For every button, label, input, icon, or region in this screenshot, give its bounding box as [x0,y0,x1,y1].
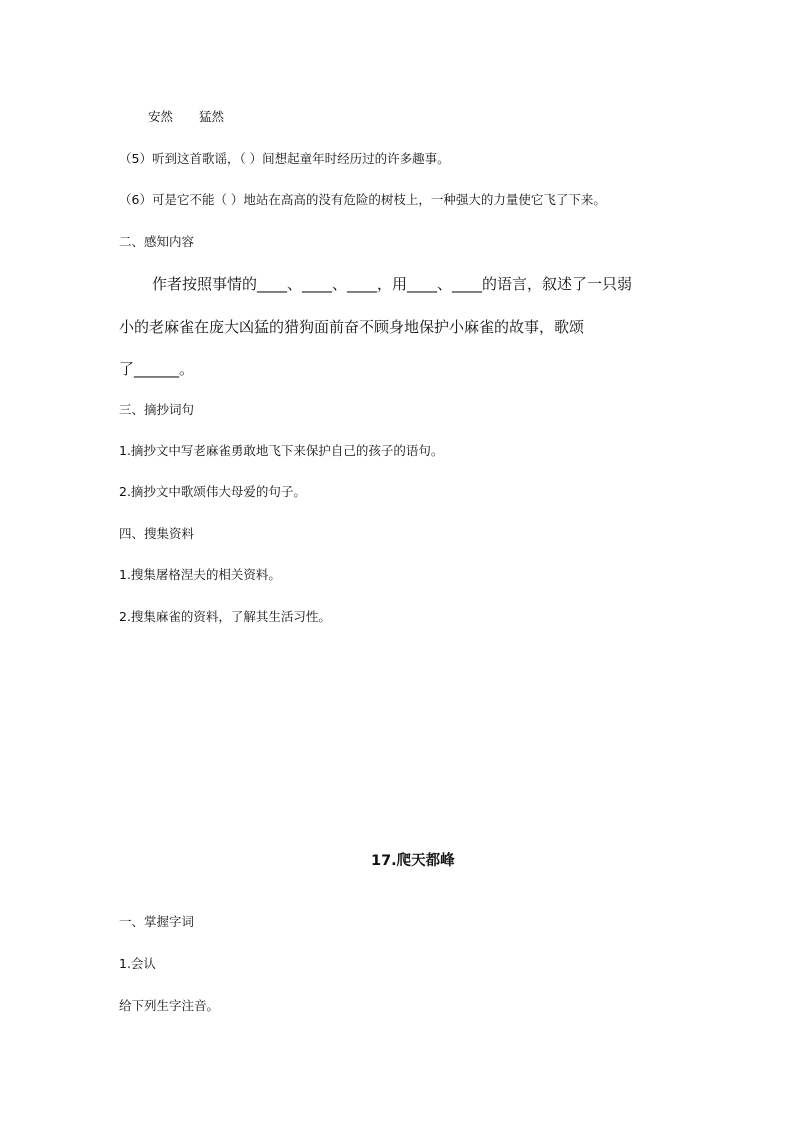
section-2-paragraph-line-2: 小的老麻雀在庞大凶猛的猎狗面前奋不顾身地保护小麻雀的故事，歌颂 [119,318,585,336]
section-3-item-2: 2.摘抄文中歌颂伟大母爱的句子。 [119,484,306,499]
question-5: （5）听到这首歌谣，（ ）间想起童年时经历过的许多趣事。 [119,151,450,166]
section-2-heading: 二、感知内容 [119,234,195,249]
option-anran: 安然 [148,109,174,124]
section-3-item-1: 1.摘抄文中写老麻雀勇敢地飞下来保护自己的孩子的语句。 [119,443,444,458]
lesson-17-title: 17.爬天都峰 [371,853,455,869]
lesson-17-section-1-heading: 一、掌握字词 [119,914,195,929]
section-2-paragraph-line-3: 了______。 [119,360,195,378]
section-4-item-1: 1.搜集屠格涅夫的相关资料。 [119,567,281,582]
option-mengran: 猛然 [199,109,225,124]
section-4-heading: 四、搜集资料 [119,526,195,541]
lesson-17-instruction: 给下列生字注音。 [119,998,220,1013]
section-3-heading: 三、摘抄词句 [119,402,195,417]
lesson-17-subheading: 1.会认 [119,956,156,971]
word-options [148,108,224,126]
question-6: （6）可是它不能（ ）地站在高高的没有危险的树枝上，一种强大的力量使它飞了下来。 [119,192,606,207]
section-4-item-2: 2.搜集麻雀的资料，了解其生活习性。 [119,609,331,624]
section-2-paragraph-line-1: 作者按照事情的____、____、____，用____、____的语言，叙述了一只弱 [152,275,633,293]
